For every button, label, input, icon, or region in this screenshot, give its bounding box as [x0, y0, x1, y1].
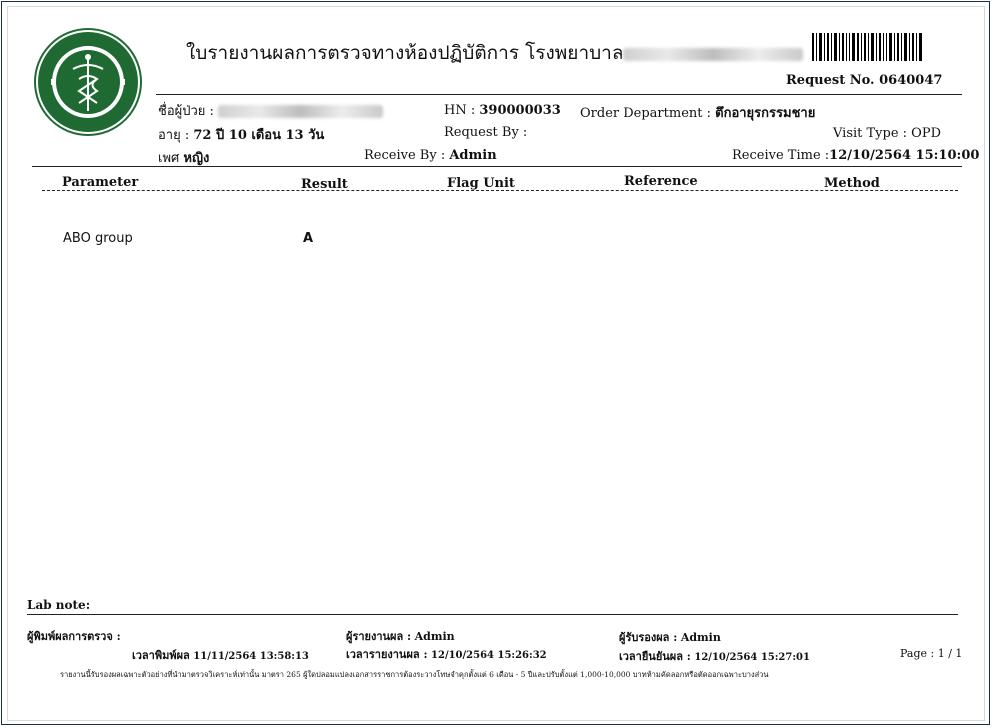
- page-number: Page : 1 / 1: [900, 647, 963, 660]
- request-number: Request No. 0640047: [786, 73, 943, 88]
- result-value: A: [303, 231, 314, 246]
- patient-age: อายุ : 72 ปี 10 เดือน 13 วัน: [158, 128, 325, 143]
- approve-time: เวลายืนยันผล : 12/10/2564 15:27:01: [619, 650, 810, 663]
- redacted-patient-name: [218, 105, 383, 118]
- visit-type: Visit Type : OPD: [833, 126, 942, 141]
- hospital-seal-logo: [33, 27, 143, 137]
- patient-sex: เพศ หญิง: [158, 151, 210, 166]
- receive-by-field: Receive By : Admin: [364, 148, 497, 163]
- printer-label: ผู้พิมพ์ผลการตรวจ :: [27, 630, 121, 643]
- print-time: เวลาพิมพ์ผล 11/11/2564 13:58:13: [132, 649, 309, 662]
- lab-note-label: Lab note:: [27, 598, 91, 612]
- header-divider: [156, 94, 962, 95]
- footer-divider: [27, 614, 958, 615]
- reporter: ผู้รายงานผล : Admin: [346, 630, 455, 643]
- column-header-reference: Reference: [624, 174, 698, 189]
- hn-field: HN : 390000033: [444, 103, 561, 118]
- result-parameter: ABO group: [63, 231, 133, 246]
- info-divider: [32, 166, 962, 167]
- column-header-flag-unit: Flag Unit: [447, 176, 515, 191]
- report-title: ใบรายงานผลการตรวจทางห้องปฏิบัติการ โรงพยาบาล: [186, 38, 803, 68]
- receive-time-field: Receive Time :12/10/2564 15:10:00: [732, 148, 980, 163]
- barcode: [812, 33, 924, 61]
- order-department-field: Order Department : ตึกอายุรกรรมชาย: [580, 106, 816, 121]
- column-header-result: Result: [301, 177, 348, 192]
- redacted-hospital-name: [623, 48, 803, 61]
- report-time: เวลารายงานผล : 12/10/2564 15:26:32: [346, 648, 547, 661]
- request-by-field: Request By :: [444, 125, 528, 140]
- approver: ผู้รับรองผล : Admin: [619, 631, 721, 644]
- column-header-parameter: Parameter: [62, 175, 139, 190]
- column-header-divider: [42, 190, 958, 191]
- column-header-method: Method: [824, 176, 880, 191]
- legal-disclaimer: รายงานนี้รับรองผลเฉพาะตัวอย่างที่นำมาตรวจวิเคราะห์เท่านั้น มาตรา 265 ผู้ใดปลอมแปลงเอกสารราชการต้องระวางโทษจำคุกตั้งแต่ 6 เดือน - 5 ปีและปรับตั้งแต่ 1,000-10,000 บาทห้ามคัดลอกหรือตัดออกเฉพาะบางส่วน: [60, 670, 769, 679]
- patient-name: ชื่อผู้ป่วย :: [158, 100, 383, 121]
